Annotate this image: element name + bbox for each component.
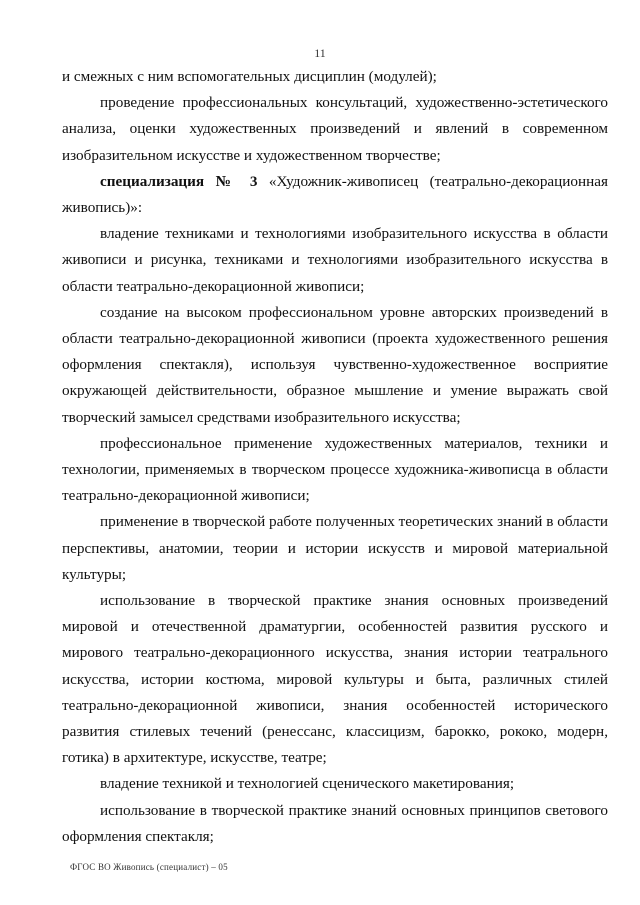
specialization-heading <box>62 169 608 221</box>
page-number: 11 <box>314 46 326 60</box>
document-body <box>62 64 608 850</box>
paragraph: использование в творческой практике знания основных произведений мировой и отечественной драматургии, особенностей развития русского и мирового театрально-декорационного искусства, знания истории театрального искусства, истории костюма, мировой культуры и быта, различных стилей театрально-декорационной живописи, знания особенностей исторического развития стилевых течений (ренессанс, классицизм, барокко, рококо, модерн, готика) в архитектуре, искусстве, театре; <box>62 592 608 767</box>
footer-text: ФГОС ВО Живопись (специалист) – 05 <box>70 862 228 872</box>
paragraph: применение в творческой работе полученных теоретических знаний в области перспективы, анатомии, теории и истории искусств и мировой материальной культуры; <box>62 513 608 583</box>
paragraph: проведение профессиональных консультаций, художественно-эстетического анализа, оценки художественных произведений и явлений в современном изобразительном искусстве и художественном творчестве; <box>62 94 608 164</box>
specialization-label: специализация № 3 <box>100 172 258 190</box>
specialization-title: «Художник-живописец (театрально-декорационная живопись)»: <box>62 172 608 217</box>
paragraph: использование в творческой практике знаний основных принципов светового оформления спектакля; <box>62 801 608 845</box>
paragraph: и смежных с ним вспомогательных дисциплин (модулей); <box>62 68 437 85</box>
paragraph: владение техникой и технологией сценического макетирования; <box>100 775 515 793</box>
paragraph: создание на высоком профессиональном уровне авторских произведений в области театрально-декорационной живописи (проекта художественного решения оформления спектакля), используя чувственно-художественное восприятие окружающей действительности, образное мышление и умение выражать свой творческий замысел средствами изобразительного искусства; <box>62 303 608 426</box>
paragraph: профессиональное применение художественных материалов, техники и технологии, применяемых в творческом процессе художника-живописца в области театрально-декорационной живописи; <box>62 434 608 505</box>
paragraph: владение техниками и технологиями изобразительного искусства в области живописи и рисунка, техниками и технологиями изобразительного искусства в области театрально-декорационной живописи; <box>62 225 608 295</box>
